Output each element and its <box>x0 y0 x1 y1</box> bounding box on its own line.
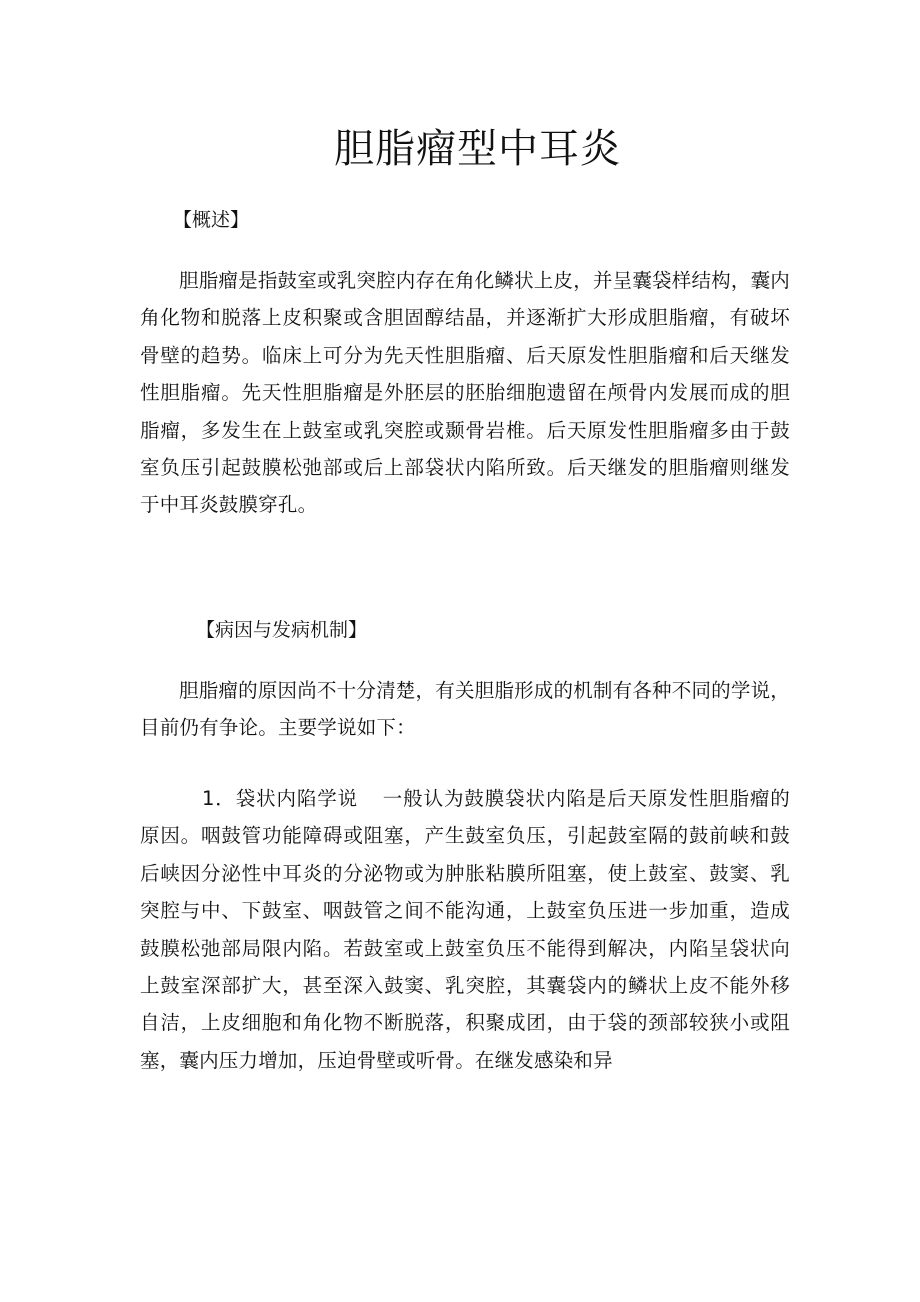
etiology-intro-paragraph: 胆脂瘤的原因尚不十分清楚，有关胆脂形成的机制有各种不同的学说，目前仍有争论。主要学说如下： <box>140 679 790 740</box>
document-title: 胆脂瘤型中耳炎 <box>334 126 621 172</box>
theory-item-text: 一般认为鼓膜袋状内陷是后天原发性胆脂瘤的原因。咽鼓管功能障碍或阻塞，产生鼓室负压，引起鼓室隔的鼓前峡和鼓后峡因分泌性中耳炎的分泌物或为肿胀粘膜所阻塞，使上鼓室、鼓窦、乳突腔与中、下鼓室、咽鼓管之间不能沟通，上鼓室负压进一步加重，造成鼓膜松弛部局限内陷。若鼓室或上鼓室负压不能得到解决，内陷呈袋状向上鼓室深部扩大，甚至深入鼓窦、乳突腔，其囊袋内的鳞状上皮不能外移自洁，上皮细胞和角化物不断脱落，积聚成团，由于袋的颈部较狭小或阻塞，囊内压力增加，压迫骨壁或听骨。在继发感染和异 <box>140 787 790 1072</box>
overview-paragraph: 胆脂瘤是指鼓室或乳突腔内存在角化鳞状上皮，并呈囊袋样结构，囊内角化物和脱落上皮积聚或含胆固醇结晶，并逐渐扩大形成胆脂瘤，有破坏骨壁的趋势。临床上可分为先天性胆脂瘤、后天原发性胆脂瘤和后天继发性胆脂瘤。先天性胆脂瘤是外胚层的胚胎细胞遗留在颅骨内发展而成的胆脂瘤，多发生在上鼓室或乳突腔或颞骨岩椎。后天原发性胆脂瘤多由于鼓室负压引起鼓膜松弛部或后上部袋状内陷所致。后天继发的胆脂瘤则继发于中耳炎鼓膜穿孔。 <box>140 269 790 517</box>
section-heading-etiology: 【病因与发病机制】 <box>196 619 368 641</box>
theory-item-number: 1． <box>202 787 236 810</box>
theory-item-label: 袋状内陷学说 <box>235 787 359 810</box>
section-heading-overview: 【概述】 <box>173 209 250 231</box>
theory-item-1 <box>140 780 790 1079</box>
